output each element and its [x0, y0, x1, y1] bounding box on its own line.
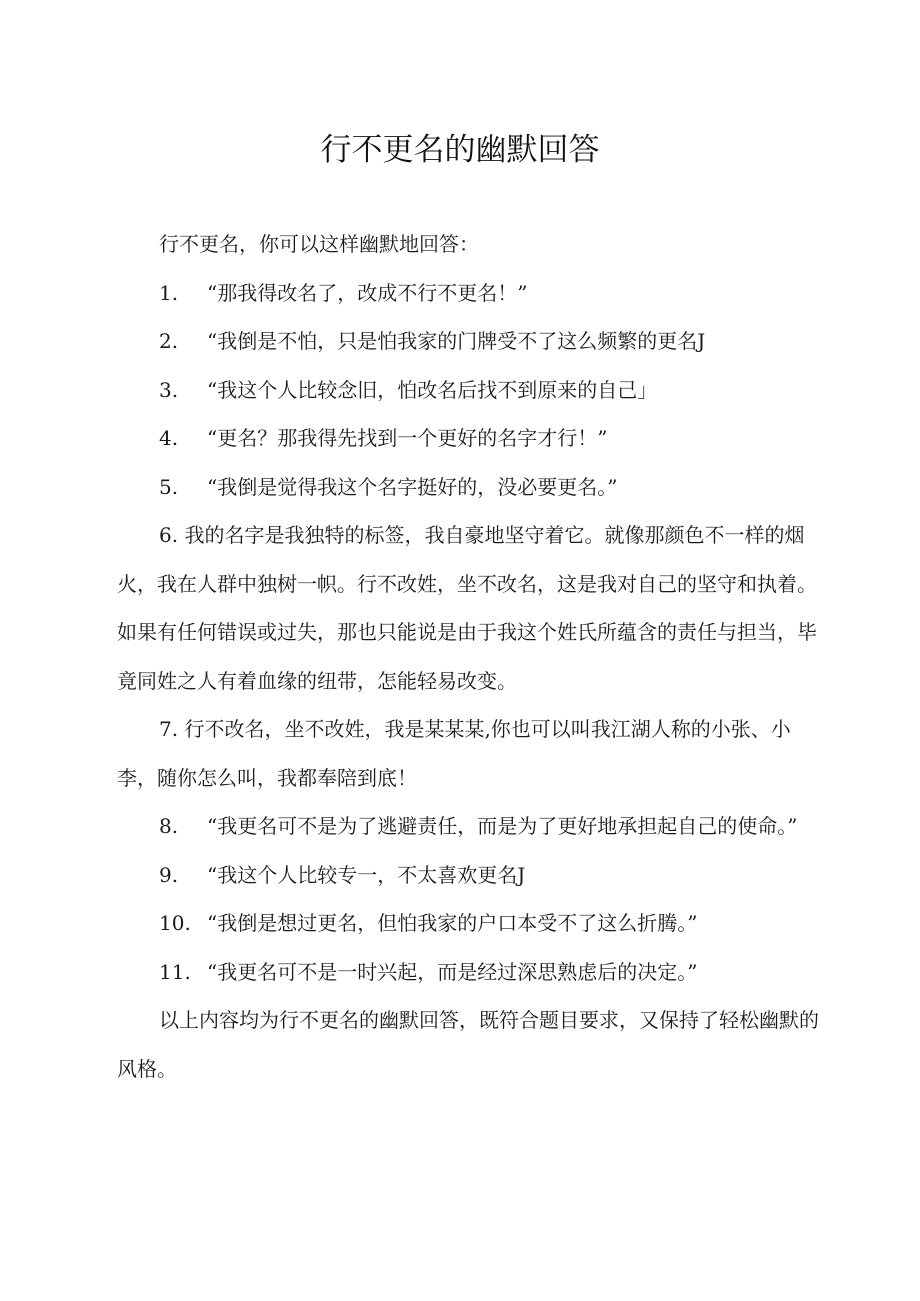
list-item-number: 9.: [159, 862, 179, 887]
list-item-number: 8.: [159, 814, 179, 838]
list-item-number: 10.: [159, 911, 191, 935]
list-item: [117, 899, 820, 948]
list-item: [117, 414, 820, 463]
list-item-text: “我这个人比较念旧，怕改名后找不到原来的自己」: [207, 377, 658, 402]
list-item-number: 3.: [159, 377, 179, 402]
list-item: [117, 851, 820, 900]
list-item-number: 2.: [159, 329, 179, 353]
list-item-text: “我更名可不是一时兴起，而是经过深思熟虑后的决定。”: [207, 959, 698, 984]
list-item-number: 1.: [159, 280, 179, 305]
paragraph-6: 6. 我的名字是我独特的标签，我自豪地坚守着它。就像那颜色不一样的烟火，我在人群中独树一帜。行不改姓，坐不改名，这是我对自己的坚守和执着。如果有任何错误或过失，那也只能说是由于我这个姓氏所蕴含的责任与担当，毕竟同姓之人有着血缘的纽带，怎能轻易改变。: [117, 523, 817, 693]
list-item: [117, 463, 820, 512]
list-item-text: “更名？那我得先找到一个更好的名字才行！”: [207, 426, 608, 450]
list-item: [117, 366, 820, 415]
document-body: [117, 220, 820, 1093]
list-item-number: 5.: [159, 474, 179, 499]
intro-paragraph: 行不更名，你可以这样幽默地回答：: [159, 232, 479, 256]
list-item-text: “那我得改名了，改成不行不更名！”: [207, 280, 528, 305]
list-item-text: “我更名可不是为了逃避责任，而是为了更好地承担起自己的使命。”: [207, 814, 798, 838]
paragraph-7: 7. 行不改名，坐不改姓，我是某某某,你也可以叫我江湖人称的小张、小李，随你怎么叫，我都奉陪到底！: [117, 717, 791, 790]
list-item: [117, 317, 820, 366]
list-item-text: “我这个人比较专一，不太喜欢更名J: [207, 862, 526, 887]
list-item-number: 11.: [159, 959, 191, 984]
list-item-text: “我倒是觉得我这个名字挺好的，没必要更名。”: [207, 474, 618, 499]
document-title: 行不更名的幽默回答: [320, 132, 600, 168]
list-item: [117, 269, 820, 318]
list-item-text: “我倒是想过更名，但怕我家的户口本受不了这么折腾。”: [207, 911, 698, 935]
conclusion-paragraph: 以上内容均为行不更名的幽默回答，既符合题目要求，又保持了轻松幽默的风格。: [117, 1008, 819, 1081]
list-item: [117, 802, 820, 851]
list-item-number: 4.: [159, 426, 179, 450]
list-item-text: “我倒是不怕，只是怕我家的门牌受不了这么频繁的更名J: [207, 329, 706, 353]
list-item: [117, 948, 820, 997]
